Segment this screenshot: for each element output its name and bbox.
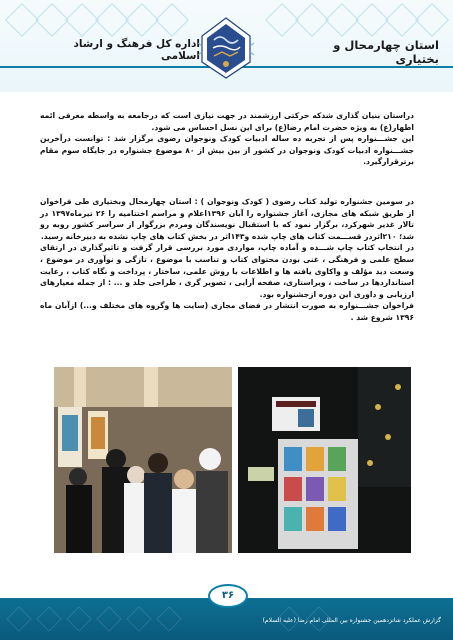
exhibition-photo <box>54 367 232 553</box>
exhibition-photo-illustration <box>54 367 232 553</box>
paragraph-line: در انتخاب کتاب چاپ شـــده و آماده چاپ، مواردی مورد بررسی قرار گرفت و تاثیرگذاری در ارتقای سطح علمی و فرهنگی ، غنی بودن محتوای کتاب و تناسب با موضوع ، تازگی و نوآوری در موضوع ، وسعت دید مؤلف و واکاوی یافته ها و اطلاعات با روش علمی، ساختار ، پرداخت و نگاه کتاب ، رعایت استانداردها در ساخت ، ویراستاری، صفحه آرایی ، تصویر گری ، طراحی جلد و ... : از جمله معیارهای ارزیابی و داوری این دوره ازجشنواره بود. <box>40 243 414 299</box>
directorate-title: اداره کل فرهنگ و ارشاد اسلامی <box>73 38 200 62</box>
header-pattern-tile <box>5 3 39 37</box>
book-display-photo <box>238 367 411 553</box>
header-pattern-tile <box>325 3 359 37</box>
footer-caption: گزارش عملکرد شانزدهمین جشنواره بین المللی امام رضا (علیه السلام) <box>262 617 441 624</box>
intro-paragraph <box>40 110 414 168</box>
header-pattern-tile <box>295 3 329 37</box>
paragraph-line: این جشـــنواره پس از تجربه ده ساله ادبیات کودک ونوجوان رضوی برگزار شد : توانست درآخرین جشـــنواره ادبیات کودک ونوجوان در کشور از بین بیش از ۸۰ موضوع جشنواره در جایگاه سوم مقام برترقرارگیرد. <box>40 134 414 167</box>
header-pattern-tile <box>385 3 419 37</box>
paragraph-line: فراخوان جشـــنواره به صورت انتشار در فضای مجازی (سایت ها وگروه های مختلف و...) ازآبان ماه ۱۳۹۶ شروع شد . <box>40 301 414 322</box>
page-number: ۳۶ <box>208 584 248 608</box>
header-pattern-tile <box>125 3 159 37</box>
header-pattern-tile <box>265 3 299 37</box>
header-pattern-tile <box>415 3 449 37</box>
header-pattern-tile <box>35 3 69 37</box>
header-pattern-tile <box>355 3 389 37</box>
province-title: استان چهارمحال و بختیاری <box>333 38 439 66</box>
header-pattern-tile <box>95 3 129 37</box>
paragraph-line: دراستان بنیان گذاری شدکه حرکتی ارزشمند در جهت نیازی است که درجامعه به واسطه معرفی ائمه اطهار(ع) به ویژه حضرت امام رضا(ع) برای این نسل احساس می شود. <box>40 111 414 132</box>
header-pattern-tile <box>65 3 99 37</box>
festival-paragraph <box>40 196 414 324</box>
book-display-illustration <box>238 367 411 553</box>
paragraph-line: در سومین جشنواره تولید کتاب رضوی ( کودک ونوجوان ) : استان چهارمحال وبختیاری طی فراخوان از طریق شبکه های مجازی، آغاز جشنواره را آبان ۱۳۹۶اعلام و مراسم اختتامیه را ۲۶ تیرماه۱۳۹۷ در تالار غدیر شهرکرد، برگزار نمود که با استقبال نویسندگان ومردم بزرگوار از سراسر کشور روبه رو شد؛ ۲۱۰اثردر قســـمت کتاب های چاپ شده و۱۴۳اثر در بخش کتاب های چاپ نشده به دبیرخانه رسید. <box>40 197 414 241</box>
calligraphy-emblem-icon <box>198 16 254 80</box>
header-pattern-tile <box>155 3 189 37</box>
